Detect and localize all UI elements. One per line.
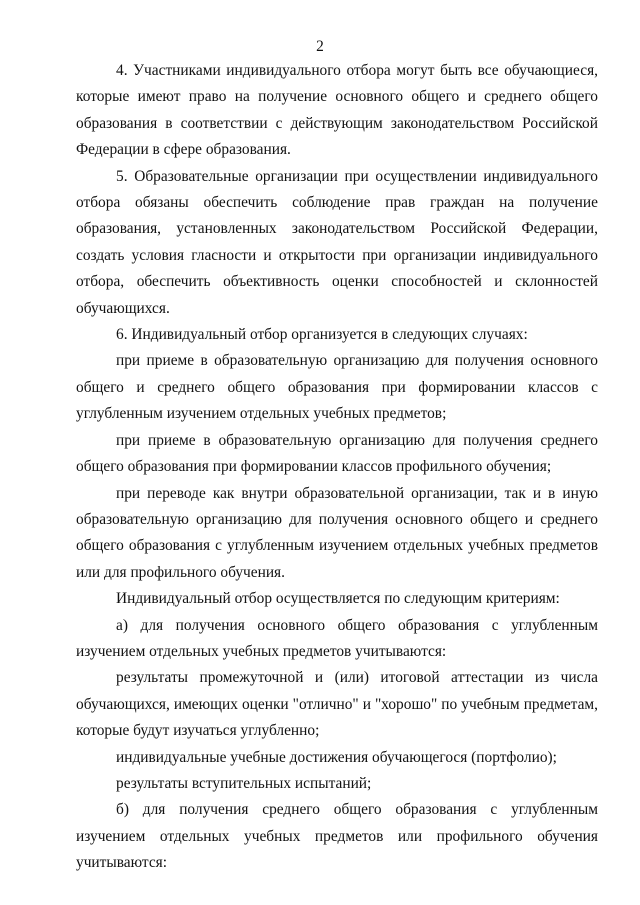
paragraph-4: 4. Участниками индивидуального отбора могут быть все обучающиеся, которые имеют право на получение основного общего и среднего общего образования в соответствии с действующим законодательством Российской Федерации в сфере образования.	[76, 62, 598, 159]
case-secondary-profile-admission: при приеме в образовательную организацию для получения среднего общего образования при формировании классов профильного обучения;	[76, 431, 598, 476]
criteria-a-attestation: результаты промежуточной и (или) итоговой аттестации из числа обучающихся, имеющих оценки "отлично" и "хорошо" по учебным предметам, которые будут изучаться углубленно;	[76, 669, 598, 740]
criteria-b: б) для получения среднего общего образования с углубленным изучением отдельных учебных предметов или профильного обучения учитываются:	[76, 801, 598, 872]
paragraph-6: 6. Индивидуальный отбор организуется в следующих случаях:	[116, 326, 528, 344]
page-number: 2	[316, 38, 324, 55]
paragraph-5: 5. Образовательные организации при осуществлении индивидуального отбора обязаны обеспечить соблюдение прав граждан на получение образования, установленных законодательством Российской Федерации, создать условия гласности и открытости при организации индивидуального отбора, обеспечить объективность оценки способностей и склонностей обучающихся.	[76, 167, 598, 317]
criteria-a-exams: результаты вступительных испытаний;	[116, 774, 372, 792]
criteria-intro: Индивидуальный отбор осуществляется по следующим критериям:	[116, 590, 560, 608]
case-transfer: при переводе как внутри образовательной организации, так и в иную образовательную организацию для получения основного общего и среднего общего образования с углубленным изучением отдельных учебных предметов или для профильного обучения.	[76, 484, 598, 581]
document-body	[76, 58, 598, 877]
case-basic-general-admission: при приеме в образовательную организацию для получения основного общего и среднего общего образования при формировании классов с углубленным изучением отдельных учебных предметов;	[76, 352, 598, 423]
criteria-a-portfolio: индивидуальные учебные достижения обучающегося (портфолио);	[116, 748, 557, 766]
criteria-a: а) для получения основного общего образования с углубленным изучением отдельных учебных предметов учитываются:	[76, 616, 598, 660]
